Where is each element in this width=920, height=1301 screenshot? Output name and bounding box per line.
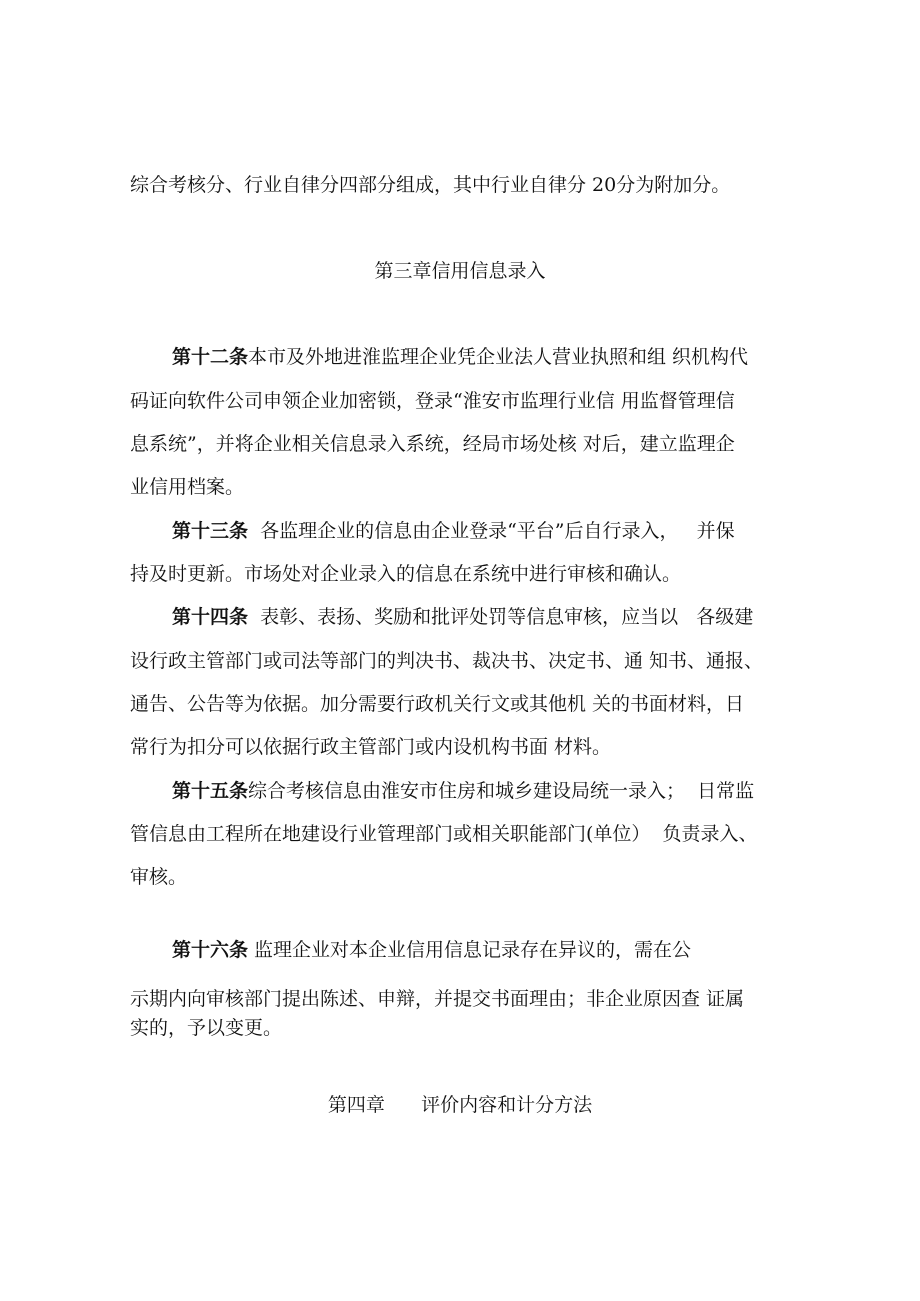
article-14-label: 第十四条 xyxy=(172,606,249,628)
article-12-label: 第十二条 xyxy=(172,346,249,368)
article-16-line-3: 实的，予以变更。 xyxy=(130,1017,283,1039)
article-15-label: 第十五条 xyxy=(172,780,249,802)
article-14-text-1: 表彰、表扬、奖励和批评处罚等信息审核，应当以 各级建 xyxy=(248,606,754,628)
article-16-label: 第十六条 xyxy=(172,939,249,961)
chapter-4-title: 第四章 评价内容和计分方法 xyxy=(327,1094,593,1116)
article-12-line-1 xyxy=(172,344,790,370)
article-15-line-1 xyxy=(172,778,790,804)
article-16-line-2: 示期内向审核部门提出陈述、申辩，并提交书面理由；非企业原因查 证属 xyxy=(130,988,745,1010)
article-13-text-1: 各监理企业的信息由企业登录“平台”后自行录入， 并保 xyxy=(248,520,735,542)
article-15-line-2: 管信息由工程所在地建设行业管理部门或相关职能部门(单位） 负责录入、 xyxy=(130,823,758,845)
article-16-line-1 xyxy=(172,937,790,963)
article-14-line-4: 常行为扣分可以依据行政主管部门或内设机构书面 材料。 xyxy=(130,736,612,758)
article-14-line-2: 设行政主管部门或司法等部门的判决书、裁决书、决定书、通 知书、通报、 xyxy=(130,650,764,672)
article-15-line-3: 审核。 xyxy=(130,866,188,888)
article-13-line-1 xyxy=(172,518,790,544)
chapter-3-title: 第三章信用信息录入 xyxy=(374,260,546,282)
intro-line: 综合考核分、行业自律分四部分组成，其中行业自律分 20分为附加分。 xyxy=(130,174,731,196)
article-14-line-3: 通告、公告等为依据。加分需要行政机关行文或其他机 关的书面材料，日 xyxy=(130,693,745,715)
article-12-line-3: 息系统”，并将企业相关信息录入系统，经局市场处核 对后，建立监理企 xyxy=(130,433,735,455)
article-15-text-1: 综合考核信息由淮安市住房和城乡建设局统一录入； 日常监 xyxy=(248,780,755,802)
article-13-line-2: 持及时更新。市场处对企业录入的信息在系统中进行审核和确认。 xyxy=(130,563,682,585)
article-16-text-1: 监理企业对本企业信用信息记录存在异议的，需在公 xyxy=(248,939,692,961)
article-12-line-2: 码证向软件公司申领企业加密锁，登录“淮安市监理行业信 用监督管理信 xyxy=(130,390,735,412)
article-12-text-1: 本市及外地进淮监理企业凭企业法人营业执照和组 织机构代 xyxy=(248,346,749,368)
article-13-label: 第十三条 xyxy=(172,520,249,542)
article-14-line-1 xyxy=(172,604,790,630)
article-12-line-4: 业信用档案。 xyxy=(130,476,245,498)
